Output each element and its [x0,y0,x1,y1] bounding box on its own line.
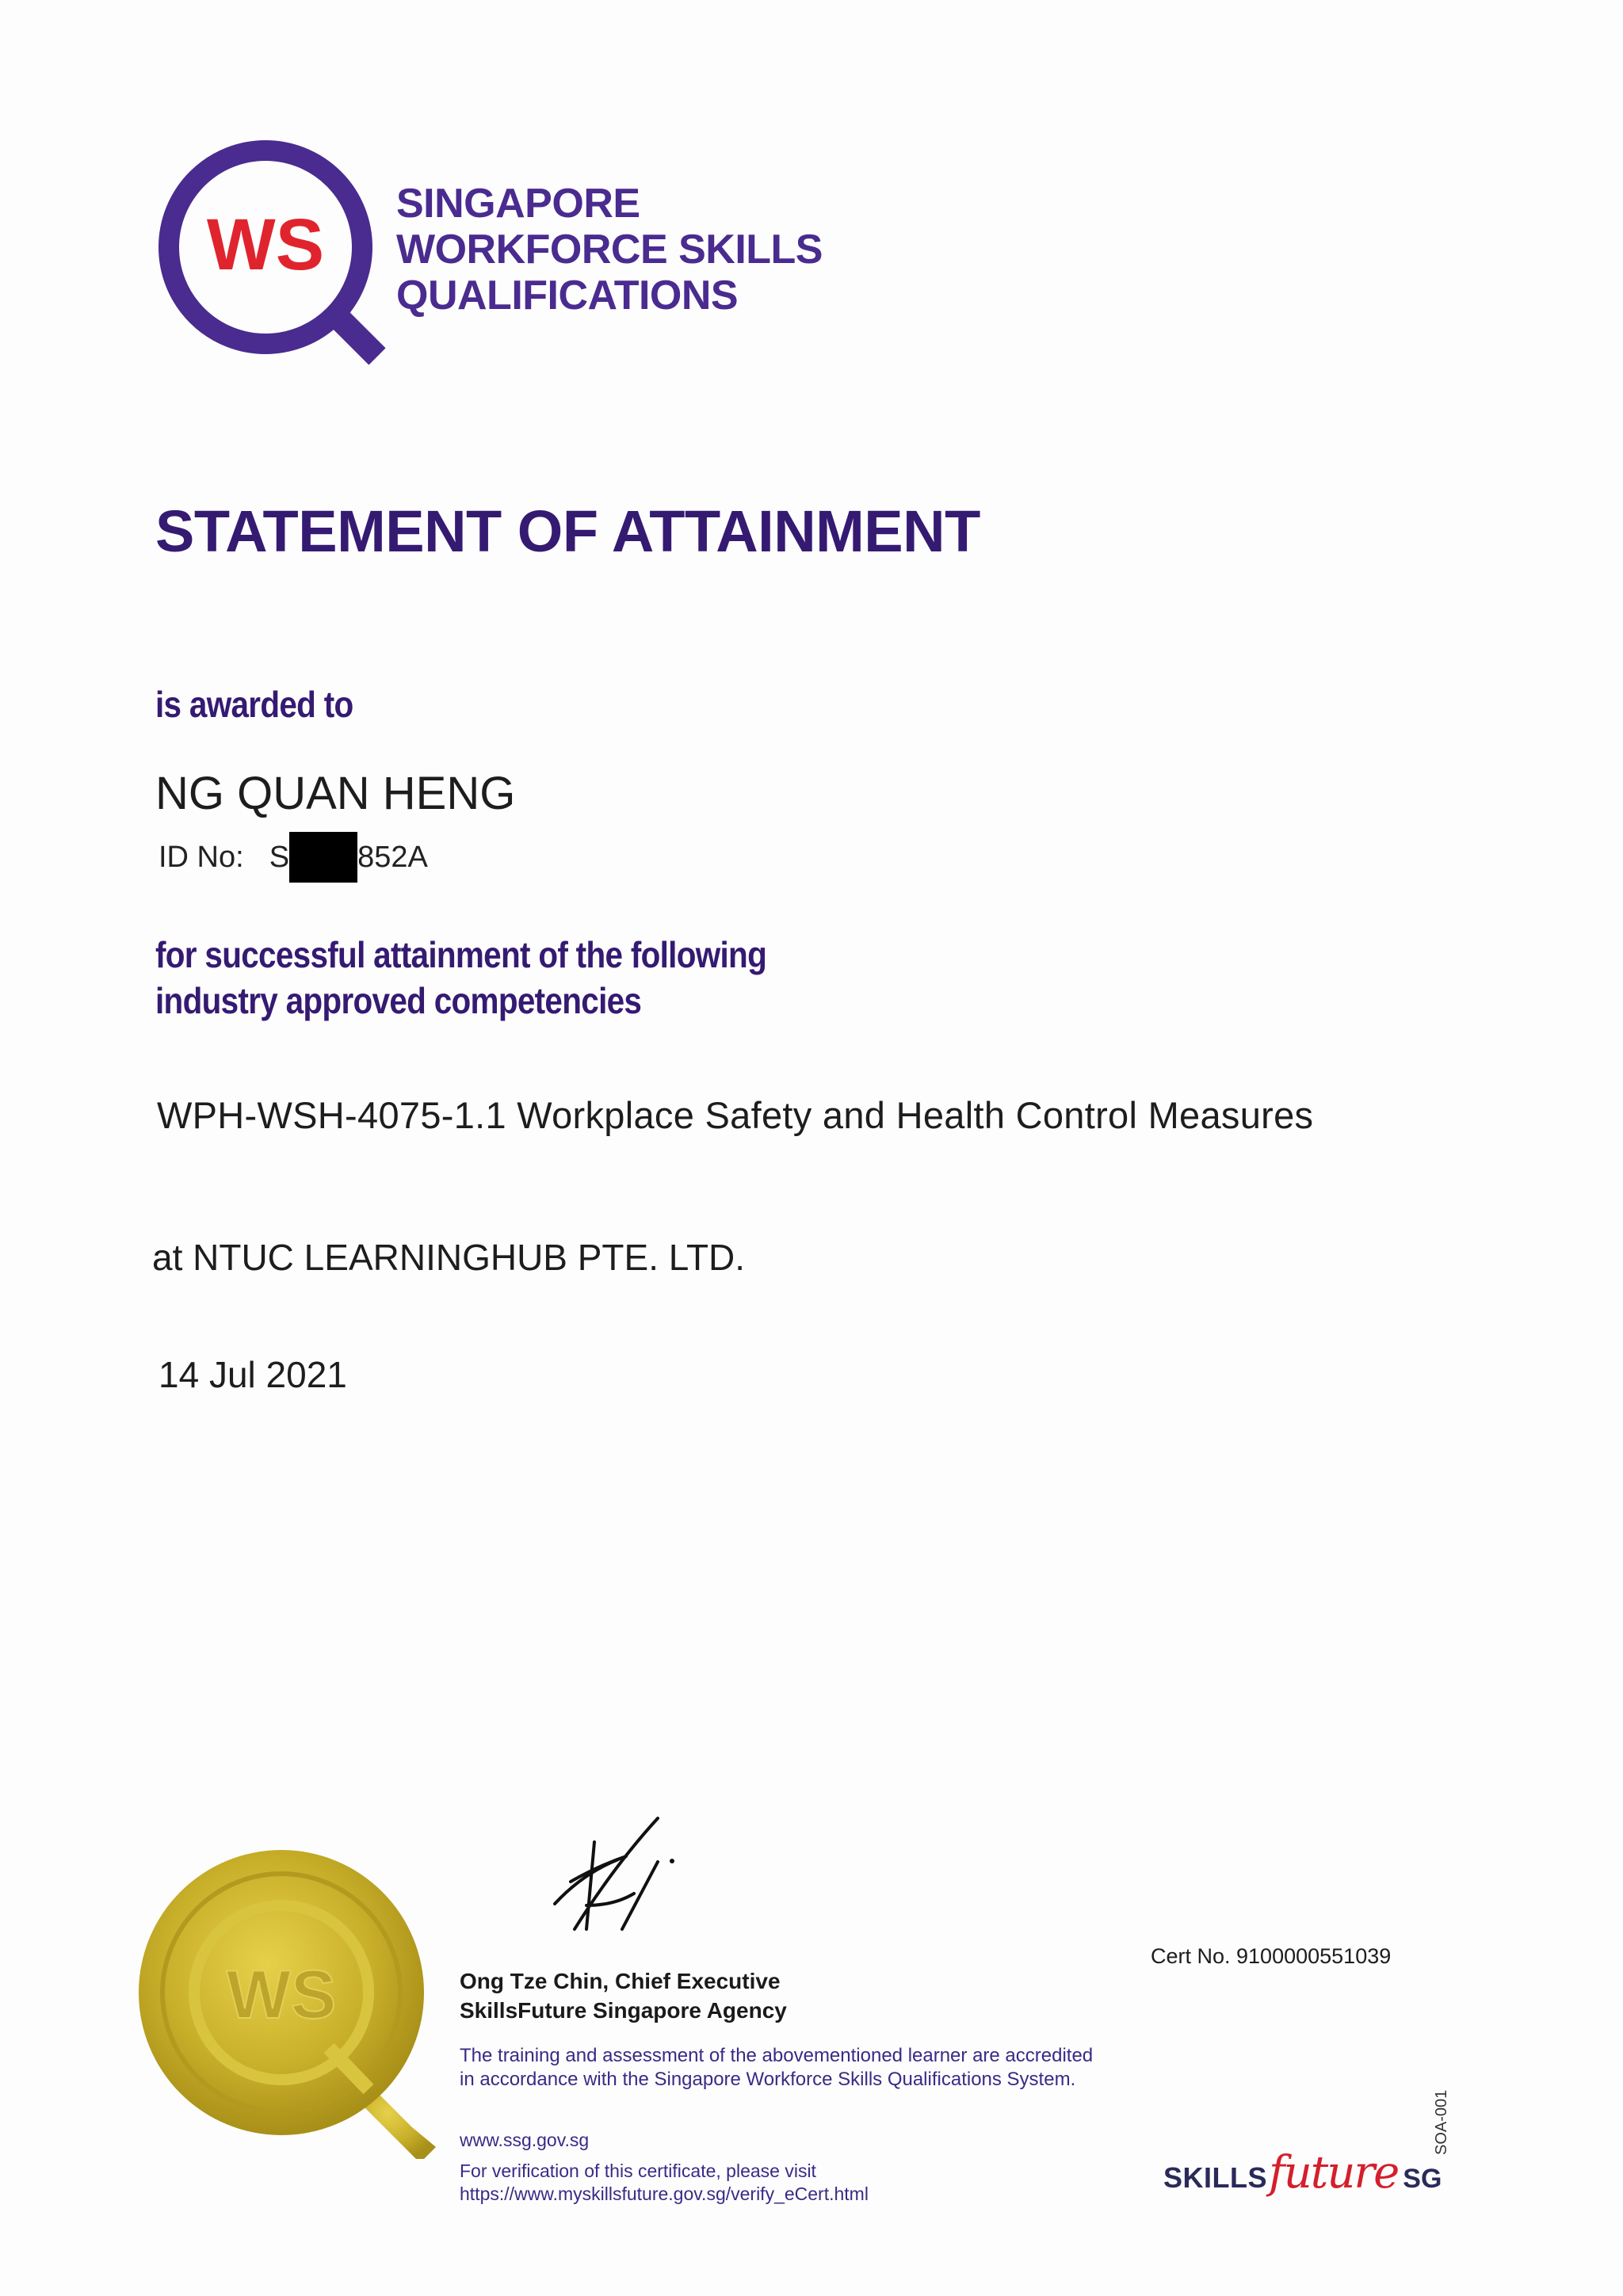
attainment-statement [155,932,766,1024]
id-prefix: S [269,840,290,874]
accreditation-note [460,2044,1093,2092]
website-link[interactable]: www.ssg.gov.sg [460,2130,590,2150]
logo-line: QUALIFICATIONS [396,273,739,318]
document-title: STATEMENT OF ATTAINMENT [155,498,980,564]
logo-line: SINGAPORE [396,181,640,227]
award-date: 14 Jul 2021 [158,1354,347,1395]
id-suffix: 852A [357,840,428,874]
seal-initials: WS [226,1957,337,2033]
document-code: SOA-001 [1433,2089,1450,2155]
competency-unit: WPH-WSH-4075-1.1 Workplace Safety and Health Control Measures [157,1094,1314,1136]
id-row [158,832,428,883]
logo-initials: WS [206,204,325,285]
accreditation-line: The training and assessment of the abovementioned learner are accredited [460,2045,1094,2066]
awarded-label: is awarded to [155,684,353,725]
signatory-name: Ong Tze Chin, Chief Executive [460,1969,781,1993]
id-redaction-block [289,832,357,883]
signatory-agency: SkillsFuture Singapore Agency [460,1998,787,2023]
logo-wordmark [396,181,823,318]
verification-url[interactable]: https://www.myskillsfuture.gov.sg/verify_eCert.html [460,2183,869,2204]
attainment-line: for successful attainment of the following [155,934,767,975]
skillsfuture-logo-sg: SG [1403,2164,1442,2194]
signature-graphic [539,1810,689,1937]
verification-note [460,2160,869,2206]
skillsfuture-logo-future: future [1269,2147,1399,2199]
training-organisation: at NTUC LEARNINGHUB PTE. LTD. [152,1237,746,1278]
gold-seal-icon [131,1842,448,2159]
certificate-number: Cert No. 9100000551039 [1151,1944,1392,1968]
id-label: ID No: [158,840,244,874]
signatory-block [460,1966,787,2025]
attainment-line: industry approved competencies [155,980,642,1021]
skillsfuture-logo [1163,2147,1442,2203]
logo-line: WORKFORCE SKILLS [396,227,823,273]
recipient-name: NG QUAN HENG [155,768,516,819]
skillsfuture-logo-skills: SKILLS [1163,2161,1268,2194]
accreditation-line: in accordance with the Singapore Workforce Skills Qualifications System. [460,2069,1076,2090]
wsq-logo-icon [151,135,404,372]
verification-line: For verification of this certificate, please visit [460,2161,816,2181]
